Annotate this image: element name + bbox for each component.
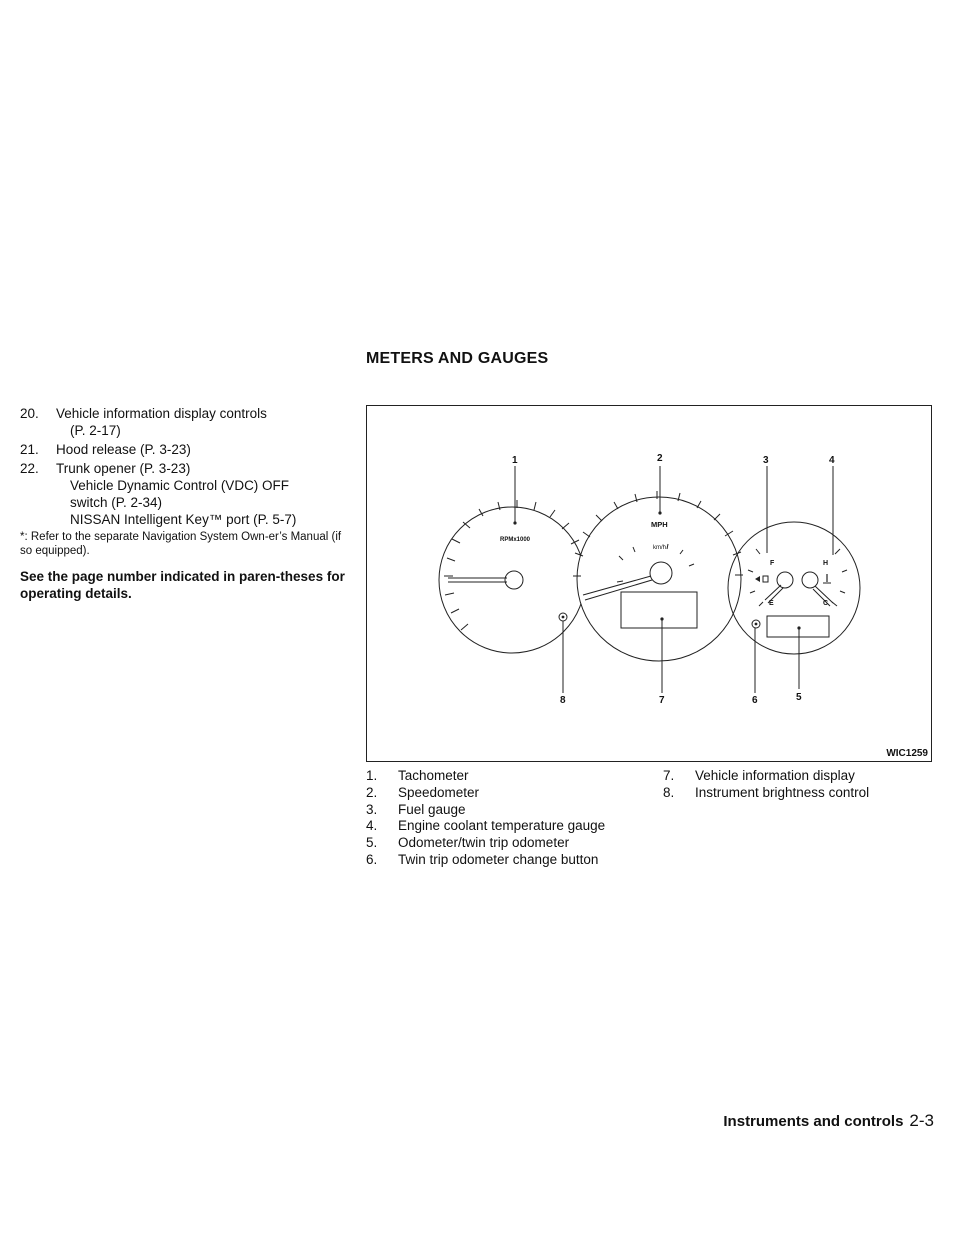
fuel-empty-label: E [769,600,774,607]
thermometer-icon [823,574,831,583]
page-footer [723,1111,934,1131]
legend-text: Twin trip odometer change button [398,851,599,867]
legend-number: 8. [663,784,675,800]
odometer-display [767,616,829,637]
item-number: 21. [20,442,39,457]
item-text: Vehicle information display controls [56,406,267,421]
item-number: 22. [20,461,39,476]
legend-right [663,768,869,802]
item-text: Trunk opener (P. 3-23) [56,461,191,476]
legend-text: Fuel gauge [398,801,466,817]
legend-number: 1. [366,768,378,783]
temp-cold-label: C [823,600,829,607]
legend-text: Instrument brightness control [695,784,870,800]
instrument-cluster-figure [366,405,932,762]
legend-text: Tachometer [398,768,469,783]
left-column [20,405,355,602]
legend-item [366,802,605,819]
legend-item [663,785,869,802]
tach-hub [505,571,523,589]
legend-text: Engine coolant temperature gauge [398,818,606,834]
legend-left [366,768,605,869]
item-number: 20. [20,406,39,421]
list-item [20,460,355,528]
legend-item [366,835,605,852]
temp-hot-label: H [823,560,829,567]
instruction-text: See the page number indicated in paren-theses for operating details. [20,569,345,601]
legend-text: Odometer/twin trip odometer [398,835,570,851]
list-item [20,405,355,439]
item-extra: switch (P. 2-34) [70,495,163,510]
callout-5: 5 [796,692,802,703]
legend-number: 6. [366,851,378,867]
list-item [20,441,355,458]
footnote: *: Refer to the separate Navigation System Own-er’s Manual (if so equipped). [20,531,342,557]
legend-item [663,768,869,785]
page-number: 2-3 [909,1111,934,1130]
fuel-hub [777,572,793,588]
legend-number: 3. [366,801,378,817]
fuel-pump-icon [755,576,768,582]
callout-2: 2 [657,453,663,464]
figure-id: WIC1259 [886,748,928,759]
callout-6: 6 [752,695,758,706]
speed-unit-label: MPH [651,520,668,529]
legend-text: Speedometer [398,784,480,800]
tach-ticks [444,500,579,630]
section-title: METERS AND GAUGES [366,350,549,367]
callout-3: 3 [763,455,769,466]
legend-item [366,818,605,835]
legend-text: Vehicle information display [695,768,855,783]
tach-label: RPMx1000 [500,537,531,543]
legend-number: 7. [663,768,675,783]
item-extra: Vehicle Dynamic Control (VDC) OFF [70,478,290,493]
chapter-title: Instruments and controls [723,1113,904,1130]
legend-number: 4. [366,818,378,834]
item-extra: NISSAN Intelligent Key™ port (P. 5-7) [70,512,297,527]
callout-4: 4 [829,455,835,466]
cluster-diagram [367,406,933,763]
legend-item [366,852,605,869]
callout-1: 1 [512,455,518,466]
callout-7: 7 [659,695,665,706]
temp-hub [802,572,818,588]
item-text: Hood release (P. 3-23) [56,442,191,457]
legend-item [366,785,605,802]
fuel-full-label: F [770,560,775,567]
legend-item [366,768,605,785]
fuel-temp-dial [728,522,860,654]
legend-number: 2. [366,784,378,800]
legend-number: 5. [366,835,378,851]
callout-8: 8 [560,695,566,706]
item-continuation: (P. 2-17) [70,423,121,438]
speed-sub-unit-label: km/h [653,545,667,551]
